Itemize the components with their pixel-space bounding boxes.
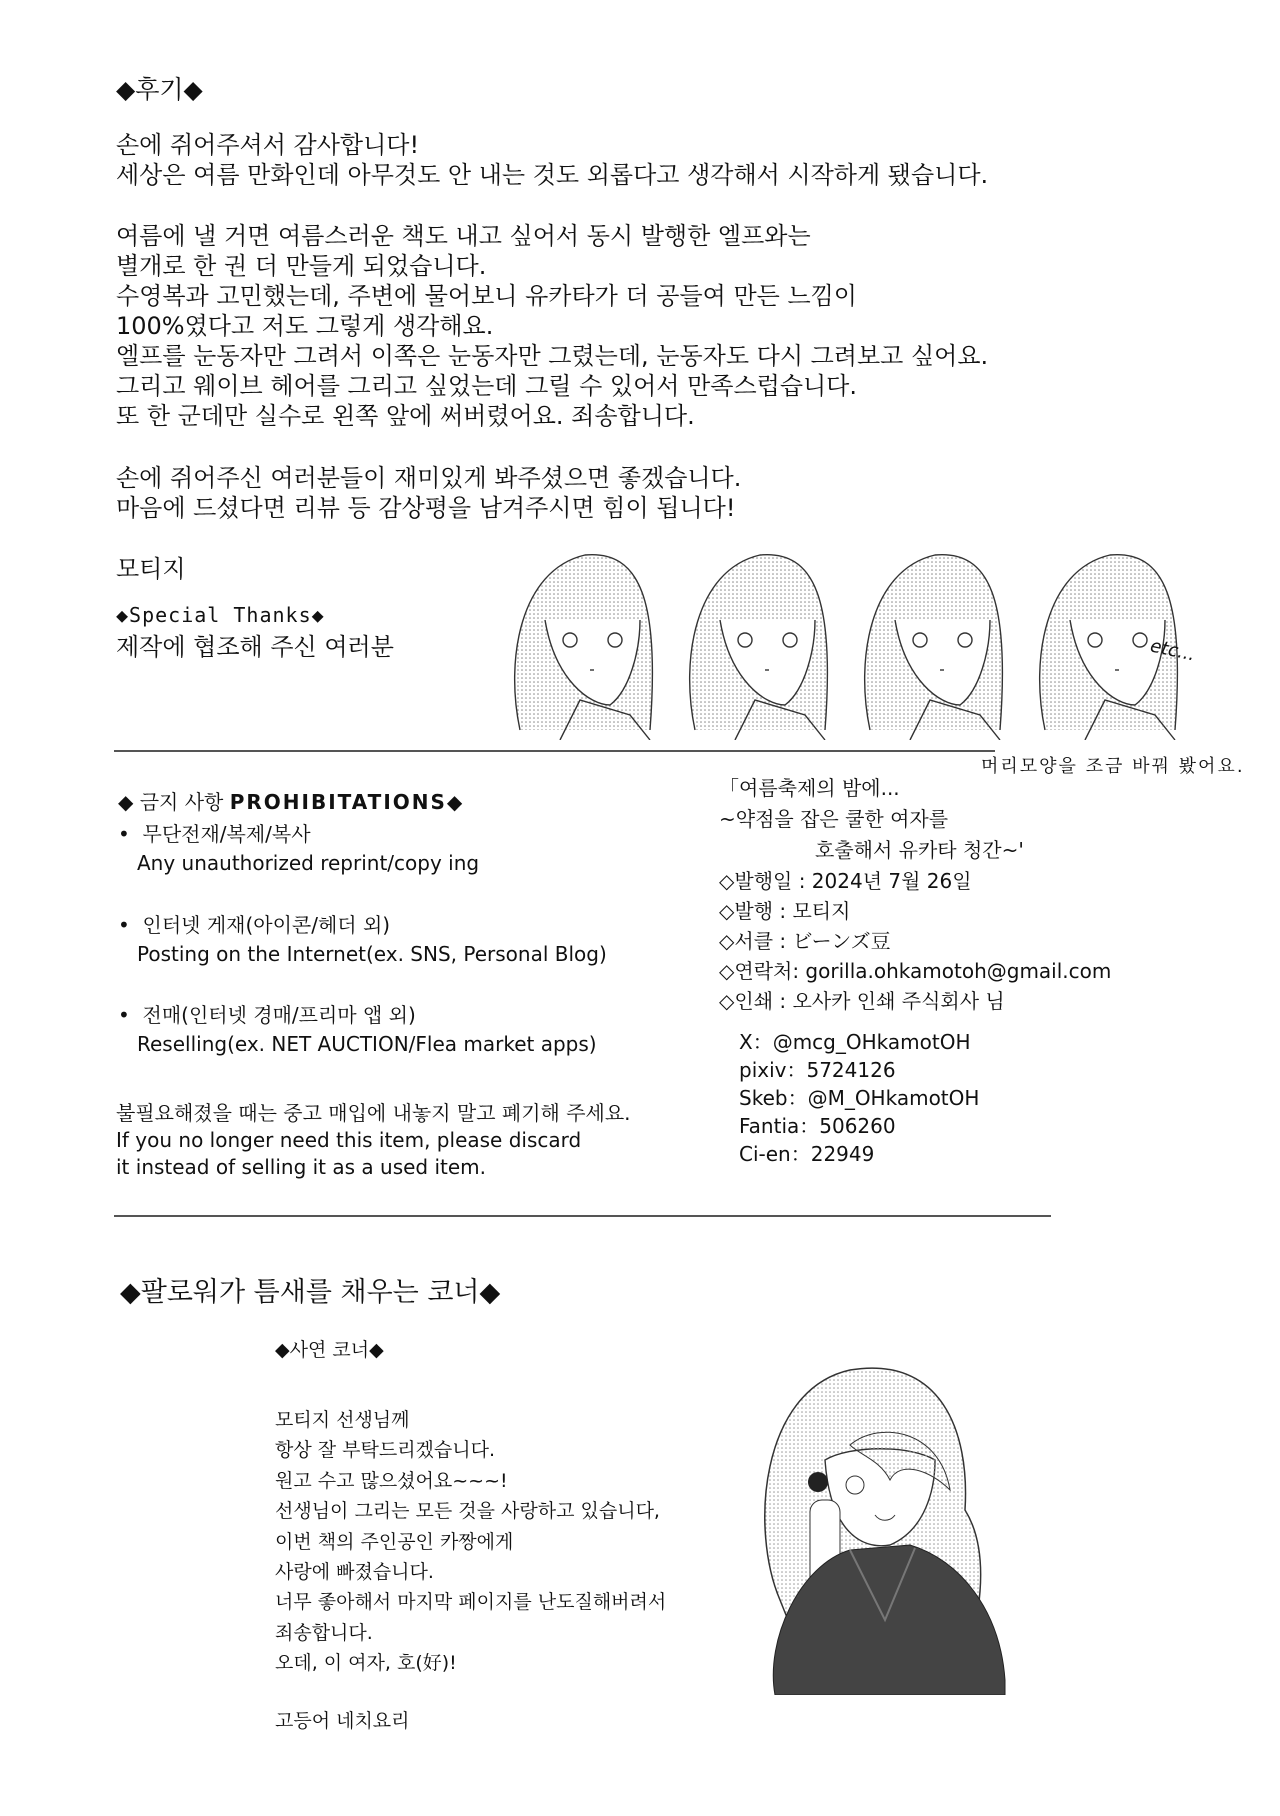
prohibitions-title-en: PROHIBITATIONS◆ [229, 790, 465, 814]
special-thanks-text: 제작에 협조해 주신 여러분 [116, 633, 394, 661]
social-links [739, 1028, 979, 1168]
sketch-etc-label: etc... [1148, 635, 1197, 666]
special-thanks-title: ◆Special Thanks◆ [116, 603, 325, 627]
social-fantia: Fantia：506260 [739, 1114, 896, 1138]
letter-line: 모티지 선생님께 [275, 1409, 410, 1431]
printer: ◇인쇄 : 오사카 인쇄 주식회사 님 [719, 989, 1005, 1013]
prohibition-ko: 인터넷 게재(아이콘/헤더 외) [142, 913, 391, 937]
divider [114, 750, 995, 752]
bullet: • [118, 822, 130, 846]
prohibitions-title [118, 786, 464, 815]
prohibition-ko: 무단전재/복제/복사 [142, 822, 311, 846]
prohibition-ko: 전매(인터넷 경매/프리마 앱 외) [142, 1003, 416, 1027]
notice-ko: 불필요해졌을 때는 중고 매입에 내놓지 말고 폐기해 주세요. [116, 1101, 631, 1125]
resale-notice [116, 1100, 631, 1181]
notice-en: If you no longer need this item, please discard [116, 1128, 582, 1152]
prohibition-item [118, 911, 607, 969]
letter-sender: 고등어 네치요리 [275, 1710, 410, 1732]
text-line: 별개로 한 권 더 만들게 되었습니다. [116, 252, 487, 280]
circle: ◇서클 : ビーンズ豆 [719, 929, 891, 953]
letter-line: 오데, 이 여자, 호(好)! [275, 1652, 457, 1675]
bullet: • [118, 913, 130, 937]
bullet: • [118, 1003, 130, 1027]
publisher: ◇발행 : 모티지 [719, 899, 851, 923]
title-line: ~약점을 잡은 쿨한 여자를 [719, 807, 949, 831]
text-line: 그리고 웨이브 헤어를 그리고 싶었는데 그릴 수 있어서 만족스럽습니다. [116, 372, 857, 400]
social-pixiv: pixiv：5724126 [739, 1058, 896, 1082]
prohibition-en: Posting on the Internet(ex. SNS, Personal Blog) [137, 942, 607, 966]
afterword-para-2 [116, 221, 988, 431]
title-line: 호출해서 유카타 청간~' [815, 838, 1024, 862]
letter-line: 사랑에 빠졌습니다. [275, 1561, 434, 1584]
text-line: 손에 쥐어주셔서 감사합니다! [116, 131, 420, 159]
prohibitions-title-ko: ◆ 금지 사항 [118, 790, 230, 814]
story-corner-subtitle: ◆사연 코너◆ [275, 1339, 384, 1361]
afterword-para-1 [116, 130, 988, 190]
letter-line: 이번 책의 주인공인 카짱에게 [275, 1530, 514, 1553]
letter-line: 항상 잘 부탁드리겠습니다. [275, 1439, 496, 1462]
hairstyle-sketches-illustration [500, 540, 1220, 740]
signature: 모티지 [116, 555, 186, 583]
text-line: 엘프를 눈동자만 그려서 이쪽은 눈동자만 그렸는데, 눈동자도 다시 그려보고 싶어요. [116, 342, 989, 370]
letter-line: 죄송합니다. [275, 1621, 373, 1644]
sketch-face-3 [865, 555, 1003, 740]
letter-line: 원고 수고 많으셨어요~~~! [275, 1469, 508, 1492]
sketch-note: 머리모양을 조금 바꿔 봤어요. [981, 756, 1245, 777]
divider [114, 1215, 1051, 1217]
text-line: 또 한 군데만 실수로 왼쪽 앞에 써버렸어요. 죄송합니다. [116, 402, 695, 430]
letter-line: 선생님이 그리는 모든 것을 사랑하고 있습니다, [275, 1500, 660, 1523]
prohibition-item [118, 1001, 597, 1059]
publication-details [719, 866, 1111, 1016]
follower-corner-title: ◆팔로워가 틈새를 채우는 코너◆ [120, 1277, 501, 1308]
publish-date: ◇발행일 : 2024년 7월 26일 [719, 869, 972, 893]
text-line: 여름에 낼 거면 여름스러운 책도 내고 싶어서 동시 발행한 엘프와는 [116, 222, 811, 250]
text-line: 수영복과 고민했는데, 주변에 물어보니 유카타가 더 공들여 만든 느낌이 [116, 282, 857, 310]
fan-letter [275, 1405, 666, 1679]
notice-en: it instead of selling it as a used item. [116, 1155, 487, 1179]
prohibition-en: Reselling(ex. NET AUCTION/Flea market apps) [137, 1032, 597, 1056]
text-line: 100%였다고 저도 그렇게 생각해요. [116, 312, 494, 340]
text-line: 손에 쥐어주신 여러분들이 재미있게 봐주셨으면 좋겠습니다. [116, 464, 742, 492]
title-line: 「여름축제의 밤에... [719, 776, 900, 800]
social-x: X：@mcg_OHkamotOH [739, 1030, 971, 1054]
prohibition-item [118, 820, 479, 878]
text-line: 세상은 여름 만화인데 아무것도 안 내는 것도 외롭다고 생각해서 시작하게 됐습니다. [116, 161, 989, 189]
book-title [719, 773, 1024, 866]
social-ci-en: Ci-en：22949 [739, 1142, 875, 1166]
text-line: 마음에 드셨다면 리뷰 등 감상평을 남겨주시면 힘이 됩니다! [116, 494, 736, 522]
letter-line: 너무 좋아해서 마지막 페이지를 난도질해버려서 [275, 1591, 667, 1614]
girl-with-bottle-illustration [740, 1350, 1030, 1695]
contact-email: ◇연락처: gorilla.ohkamotoh@gmail.com [719, 959, 1112, 983]
afterword-title: ◆후기◆ [116, 75, 203, 104]
sketch-face-1 [515, 555, 653, 740]
sketch-face-2 [690, 555, 828, 740]
afterword-para-3 [116, 463, 741, 523]
social-skeb: Skeb：@M_OHkamotOH [739, 1086, 980, 1110]
prohibition-en: Any unauthorized reprint/copy ing [137, 851, 480, 875]
